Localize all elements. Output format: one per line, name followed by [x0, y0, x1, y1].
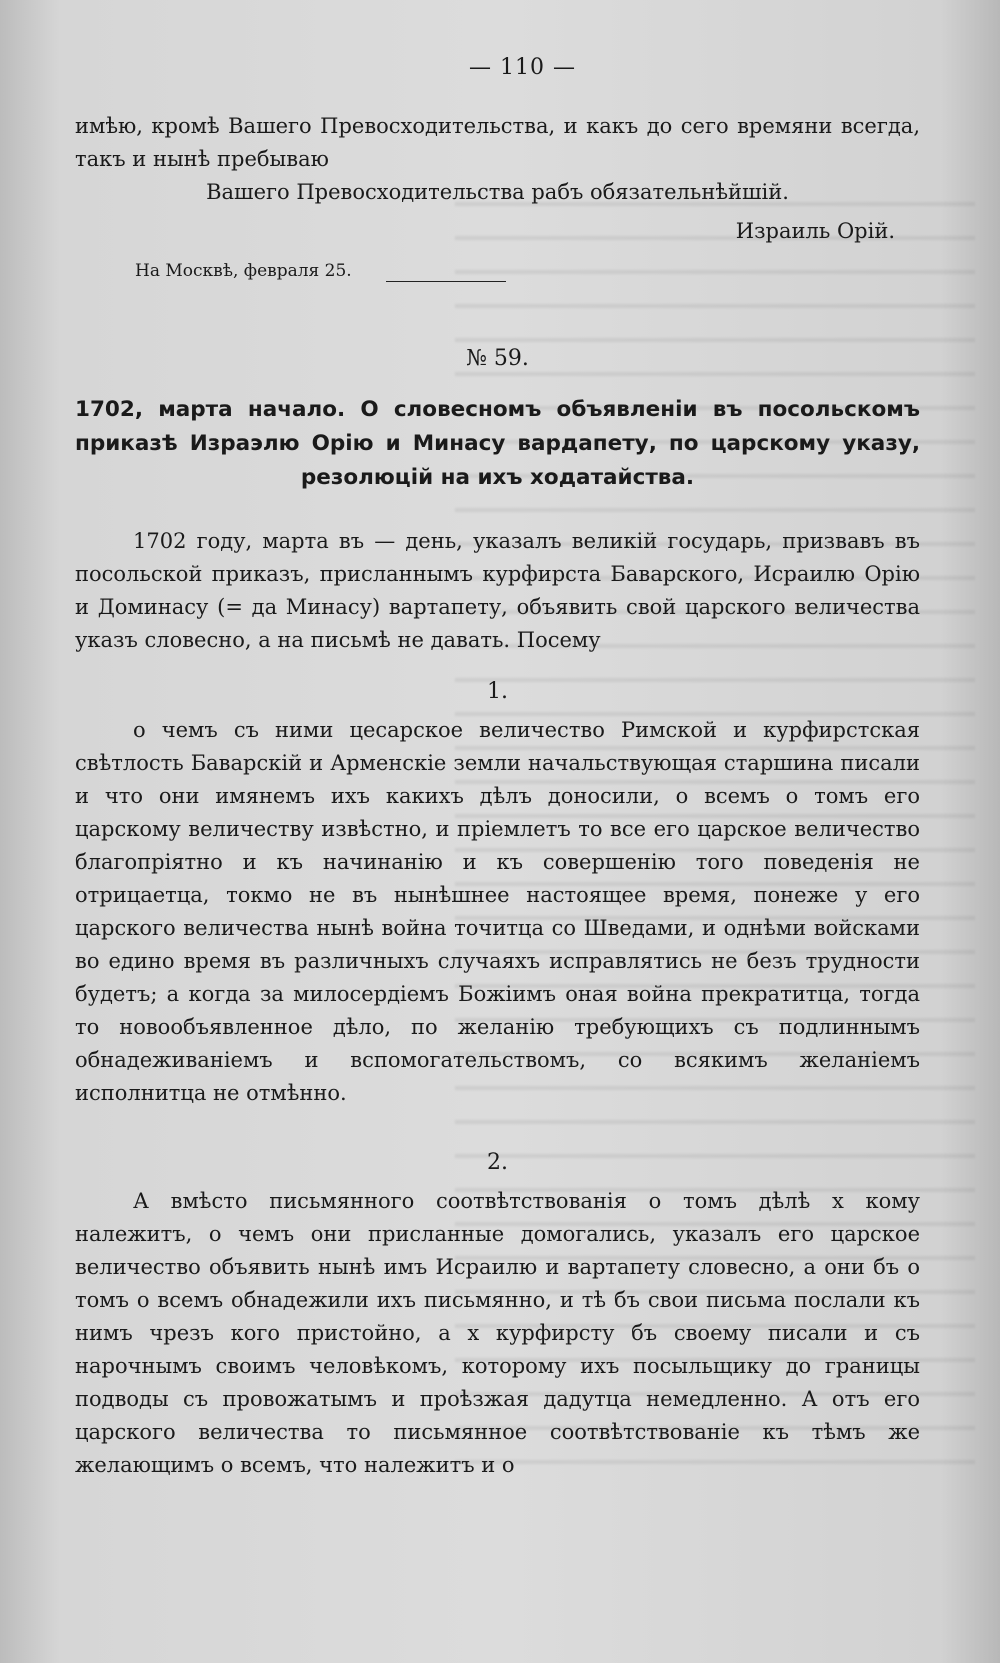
- letter-closing: Вашего Превосходительства рабъ обязательнѣйшій.: [206, 180, 789, 204]
- section-number-1: 1.: [487, 679, 508, 704]
- document-heading: 1702, марта начало. О словесномъ объявленіи въ посольскомъ приказѣ Израэлю Орію и Минасу вардапету, по царскому указу, резолюцій на ихъ ходатайства.: [75, 397, 920, 490]
- section-text-1: о чемъ съ ними цесарское величество Римской и курфирстская свѣтлость Баварскій и Арменскіе земли начальствующая старшина писали и что они имянемъ ихъ какихъ дѣлъ доносили, о всемъ о томъ его царскому величеству извѣстно, и пріемлетъ то все его царское величество благопріятно и къ начинанію и къ совершенію того поведенія не отрицаетца, токмо не въ нынѣшнее настоящее время, понеже у его царского величества нынѣ война точитца со Шведами, и однѣми войсками во едино время въ различныхъ случаяхъ исправлятись не безъ трудности будетъ; а когда за милосердіемъ Божіимъ оная война прекратитца, тогда то новообъявленное дѣло, по желанію требующихъ съ подлиннымъ обнадеживаніемъ и вспомогательствомъ, со всякимъ желаніемъ исполнитца не отмѣнно.: [75, 718, 920, 1105]
- page-content: [75, 55, 920, 1482]
- separator-rule: [386, 281, 506, 282]
- letter-signature: Израиль Орій.: [735, 219, 895, 243]
- place-date: На Москвѣ, февраля 25.: [135, 261, 352, 281]
- letter-end-paragraph: имѣю, кромѣ Вашего Превосходительства, и какъ до сего времяни всегда, такъ и нынѣ пребываю: [75, 114, 920, 171]
- document-number: № 59.: [466, 346, 529, 371]
- section-text-2: А вмѣсто письмянного соотвѣтствованія о томъ дѣлѣ х кому належитъ, о чемъ они присланные домогались, указалъ его царское величество объявить нынѣ имъ Исраилю и вартапету словесно, а они бъ о томъ о всемъ обнадежили ихъ письмянно, и тѣ бъ свои письма послали къ нимъ чрезъ кого пристойно, а х курфирсту бъ своему писали и съ нарочнымъ своимъ человѣкомъ, которому ихъ посыльщику до границы подводы съ провожатымъ и проѣзжая дадутца немедленно. А отъ его царского величества то письмянное соотвѣтствованіе къ тѣмъ же желающимъ о всемъ, что належитъ и о: [75, 1189, 920, 1477]
- section-number-2: 2.: [487, 1150, 508, 1175]
- page-number: — 110 —: [469, 55, 576, 80]
- intro-paragraph: 1702 году, марта въ — день, указалъ великій государь, призвавъ въ посольской приказъ, присланнымъ курфирста Баварского, Исраилю Орію и Доминасу (= да Минасу) вартапету, объявить свой царского величества указъ словесно, а на письмѣ не давать. Посему: [75, 529, 920, 652]
